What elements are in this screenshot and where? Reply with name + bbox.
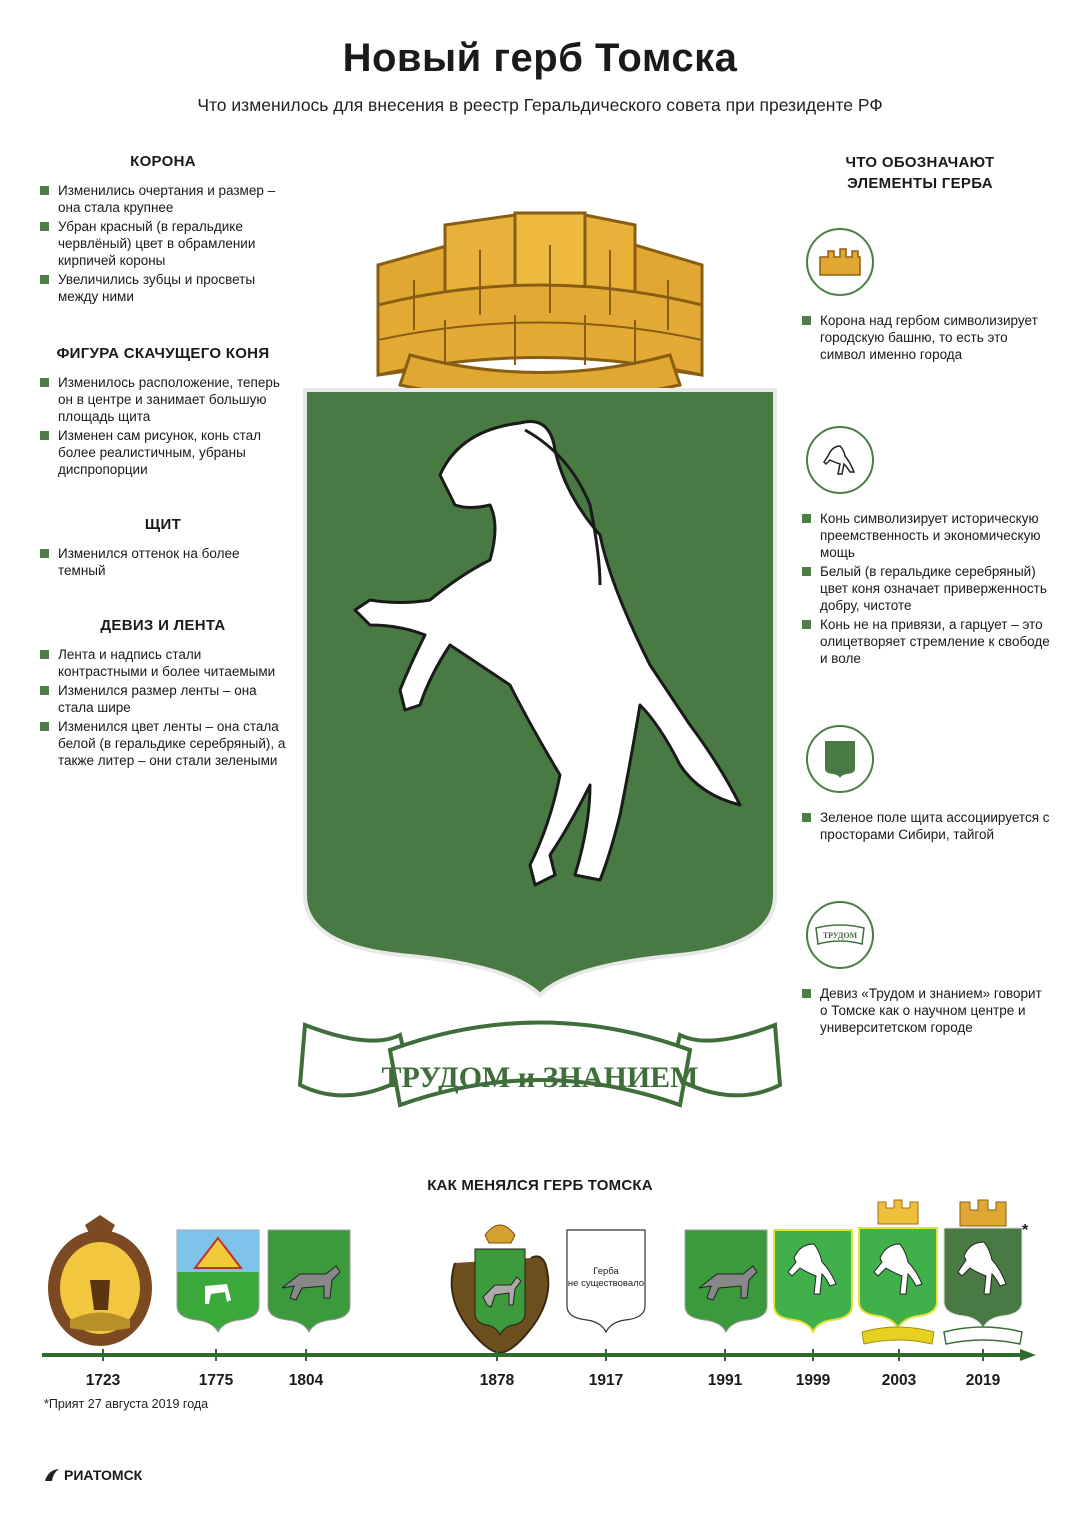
section-shield [38, 516, 288, 581]
ribbon-icon [806, 901, 874, 969]
year-label: 2019 [965, 1372, 1001, 1389]
svg-text:ТРУДОМ: ТРУДОМ [822, 931, 858, 940]
emblem-1991 [683, 1228, 769, 1334]
list-item: Зеленое поле щита ассоциируется с просторами Сибири, тайгой [800, 809, 1050, 843]
list-item: Конь не на привязи, а гарцует – это олицетворяет стремление к свободе и воле [800, 616, 1050, 667]
year-label: 1775 [198, 1372, 234, 1389]
meaning-crown [800, 228, 1050, 365]
list-item: Увеличились зубцы и просветы между ними [38, 271, 288, 305]
section-horse [38, 345, 288, 480]
year-label: 1723 [85, 1372, 121, 1389]
year-label: 1991 [707, 1372, 743, 1389]
list-item: Девиз «Трудом и знанием» говорит о Томске как о научном центре и университетском городе [800, 985, 1050, 1036]
list-item: Конь символизирует историческую преемственность и экономическую мощь [800, 510, 1050, 561]
meaning-horse [800, 426, 1050, 669]
emblem-2003 [856, 1198, 940, 1348]
list-item: Изменился цвет ленты – она стала белой (в геральдике серебряный), а также литер – они стали зелеными [38, 718, 288, 769]
meaning-ribbon [800, 901, 1050, 1038]
year-label: 1804 [288, 1372, 324, 1389]
asterisk-mark: * [1022, 1222, 1029, 1239]
logo-text: РИАТОМСК [64, 1467, 143, 1483]
page-subtitle: Что изменилось для внесения в реестр Геральдического совета при президенте РФ [197, 95, 883, 115]
logo[interactable] [44, 1467, 142, 1483]
section-motto [38, 617, 288, 771]
meanings-heading: ЧТО ОБОЗНАЧАЮТ ЭЛЕМЕНТЫ ГЕРБА [845, 154, 995, 192]
no-emblem-text: не существовало [567, 1278, 645, 1289]
timeline-title: КАК МЕНЯЛСЯ ГЕРБ ТОМСКА [427, 1177, 653, 1194]
logo-icon [44, 1468, 60, 1482]
timeline-arrow [40, 1348, 1040, 1362]
list-item: Изменен сам рисунок, конь стал более реалистичным, убраны диспропорции [38, 427, 288, 478]
coat-of-arms [290, 205, 790, 1125]
list-item: Белый (в геральдике серебряный) цвет коня означает приверженность добру, чистоте [800, 563, 1050, 614]
section-heading: ДЕВИЗ И ЛЕНТА [100, 617, 226, 634]
year-label: 2003 [881, 1372, 917, 1389]
section-heading: КОРОНА [130, 153, 196, 170]
page-title: Новый герб Томска [342, 36, 738, 80]
emblem-1917 [565, 1228, 647, 1334]
section-crown [38, 153, 288, 307]
year-label: 1999 [795, 1372, 831, 1389]
section-heading: ЩИТ [144, 516, 182, 533]
section-heading: ФИГУРА СКАЧУЩЕГО КОНЯ [56, 345, 270, 362]
horse-icon [806, 426, 874, 494]
emblem-1804 [266, 1228, 352, 1334]
emblem-2019 [940, 1198, 1030, 1348]
crown-icon [378, 213, 702, 400]
list-item: Корона над гербом символизирует городскую башню, то есть это символ именно города [800, 312, 1050, 363]
emblem-1999 [772, 1228, 854, 1334]
list-item: Изменился размер ленты – она стала шире [38, 682, 288, 716]
crown-icon [806, 228, 874, 296]
emblem-1775 [175, 1228, 261, 1334]
emblem-1723 [40, 1210, 160, 1350]
year-label: 1917 [588, 1372, 624, 1389]
list-item: Лента и надпись стали контрастными и более читаемыми [38, 646, 288, 680]
no-emblem-text: Герба [593, 1266, 619, 1277]
list-item: Изменились очертания и размер – она стала крупнее [38, 182, 288, 216]
meaning-shield [800, 725, 1050, 845]
year-label: 1878 [479, 1372, 515, 1389]
shield-icon [806, 725, 874, 793]
footnote: *Прият 27 августа 2019 года [44, 1397, 209, 1411]
motto-text: ТРУДОМ и ЗНАНИЕМ [381, 1061, 699, 1094]
emblem-1878 [445, 1213, 555, 1355]
list-item: Изменилось расположение, теперь он в центре и занимает большую площадь щита [38, 374, 288, 425]
list-item: Изменился оттенок на более темный [38, 545, 288, 579]
list-item: Убран красный (в геральдике червлёный) цвет в обрамлении кирпичей короны [38, 218, 288, 269]
